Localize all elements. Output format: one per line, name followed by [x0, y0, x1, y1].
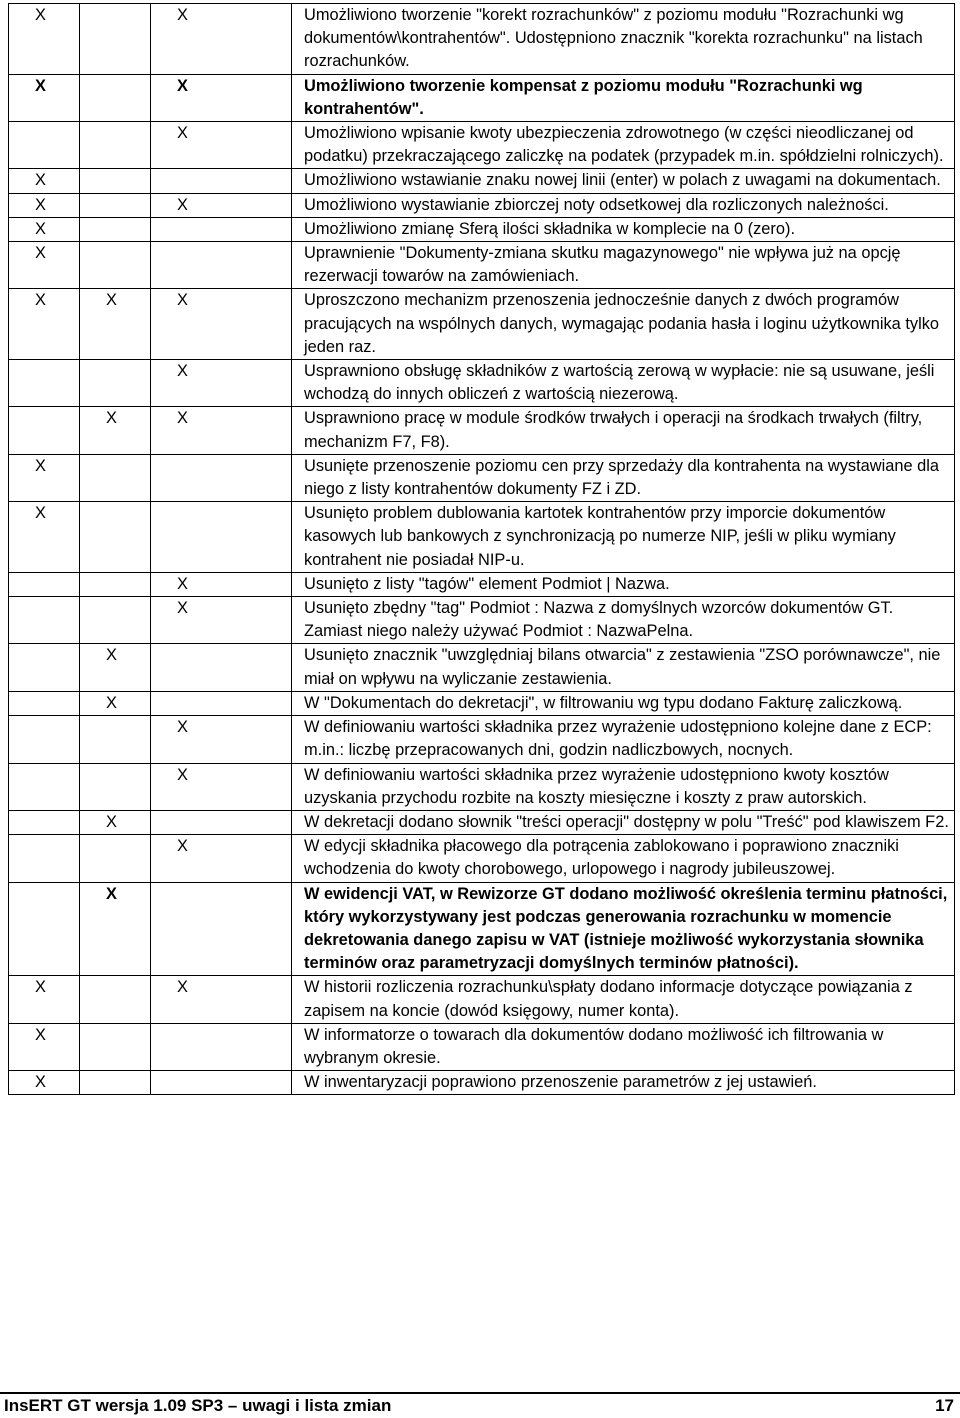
mark-cell-2: [80, 360, 151, 407]
mark-cell-2: X: [80, 882, 151, 976]
change-description: Umożliwiono wpisanie kwoty ubezpieczenia zdrowotnego (w części nieodliczanej od podatku) przekraczającego zaliczkę na podatek (przypadek m.in. spółdzielni rolniczych).: [292, 122, 955, 169]
table-row: [9, 217, 955, 241]
mark-cell-1: X: [9, 4, 80, 75]
change-description: Usunięte przenoszenie poziomu cen przy sprzedaży dla kontrahenta na wystawiane dla niego z listy kontrahentów dokumenty FZ i ZD.: [292, 454, 955, 501]
mark-cell-1: X: [9, 976, 80, 1023]
mark-cell-2: [80, 193, 151, 217]
mark-cell-1: X: [9, 193, 80, 217]
mark-cell-3: X: [151, 4, 292, 75]
mark-cell-3: X: [151, 407, 292, 454]
change-description: W definiowaniu wartości składnika przez wyrażenie udostępniono kolejne dane z ECP: m.in.: liczbę przepracowanych dni, godzin nadliczbowych, nocnych.: [292, 716, 955, 763]
change-description: Uprawnienie "Dokumenty-zmiana skutku magazynowego" nie wpływa już na opcję rezerwacji towarów na zamówieniach.: [292, 242, 955, 289]
change-description: W edycji składnika płacowego dla potrącenia zablokowano i poprawiono znaczniki wchodzenia do kwoty chorobowego, urlopowego i nagrody jubileuszowej.: [292, 835, 955, 882]
mark-cell-1: X: [9, 454, 80, 501]
mark-cell-2: [80, 572, 151, 596]
mark-cell-3: X: [151, 74, 292, 121]
change-description: Usunięto problem dublowania kartotek kontrahentów przy imporcie dokumentów kasowych lub bankowych z synchronizacją po numerze NIP, jeśli w pliku wymiany kontrahent nie posiadał NIP-u.: [292, 502, 955, 573]
mark-cell-2: [80, 597, 151, 644]
table-row: [9, 763, 955, 810]
table-row: [9, 572, 955, 596]
mark-cell-2: [80, 454, 151, 501]
mark-cell-3: X: [151, 193, 292, 217]
table-row: [9, 193, 955, 217]
table-row: [9, 644, 955, 691]
mark-cell-3: [151, 169, 292, 193]
mark-cell-2: [80, 716, 151, 763]
mark-cell-2: [80, 502, 151, 573]
mark-cell-2: [80, 169, 151, 193]
footer-divider: [0, 1392, 960, 1394]
mark-cell-3: X: [151, 360, 292, 407]
mark-cell-2: [80, 835, 151, 882]
mark-cell-3: [151, 691, 292, 715]
change-description: Umożliwiono wystawianie zbiorczej noty odsetkowej dla rozliczonych należności.: [292, 193, 955, 217]
changes-table: [8, 3, 955, 1095]
mark-cell-1: [9, 360, 80, 407]
mark-cell-1: [9, 835, 80, 882]
table-row: [9, 74, 955, 121]
mark-cell-3: X: [151, 763, 292, 810]
change-description: Umożliwiono tworzenie kompensat z poziomu modułu "Rozrachunki wg kontrahentów".: [292, 74, 955, 121]
footer-title: InsERT GT wersja 1.09 SP3 – uwagi i lista zmian: [4, 1396, 392, 1415]
table-row: [9, 169, 955, 193]
mark-cell-1: [9, 572, 80, 596]
table-row: [9, 835, 955, 882]
mark-cell-1: X: [9, 217, 80, 241]
change-description: Umożliwiono wstawianie znaku nowej linii (enter) w polach z uwagami na dokumentach.: [292, 169, 955, 193]
mark-cell-3: [151, 1071, 292, 1095]
mark-cell-1: X: [9, 1071, 80, 1095]
mark-cell-2: [80, 122, 151, 169]
table-row: [9, 242, 955, 289]
mark-cell-3: [151, 644, 292, 691]
mark-cell-2: X: [80, 691, 151, 715]
mark-cell-3: X: [151, 289, 292, 360]
mark-cell-2: [80, 976, 151, 1023]
table-row: [9, 1023, 955, 1070]
mark-cell-2: [80, 217, 151, 241]
table-row: [9, 407, 955, 454]
mark-cell-1: [9, 691, 80, 715]
change-description: Usunięto z listy "tagów" element Podmiot | Nazwa.: [292, 572, 955, 596]
mark-cell-1: [9, 882, 80, 976]
mark-cell-2: X: [80, 289, 151, 360]
mark-cell-2: [80, 763, 151, 810]
mark-cell-2: [80, 1071, 151, 1095]
mark-cell-1: [9, 716, 80, 763]
table-row: [9, 1071, 955, 1095]
table-row: [9, 289, 955, 360]
mark-cell-3: X: [151, 597, 292, 644]
table-row: [9, 976, 955, 1023]
mark-cell-1: X: [9, 169, 80, 193]
table-row: [9, 597, 955, 644]
change-description: W dekretacji dodano słownik "treści operacji" dostępny w polu "Treść" pod klawiszem F2.: [292, 810, 955, 834]
mark-cell-3: X: [151, 122, 292, 169]
mark-cell-1: X: [9, 502, 80, 573]
mark-cell-1: [9, 597, 80, 644]
mark-cell-3: X: [151, 716, 292, 763]
change-description: Usprawniono pracę w module środków trwałych i operacji na środkach trwałych (filtry, mechanizm F7, F8).: [292, 407, 955, 454]
mark-cell-2: X: [80, 810, 151, 834]
mark-cell-3: [151, 882, 292, 976]
change-description: W ewidencji VAT, w Rewizorze GT dodano możliwość określenia terminu płatności, który wykorzystywany jest podczas generowania rozrachunku w momencie dekretowania danego zapisu w VAT (istnieje możliwość wykorzystania słownika terminów oraz parametryzacji domyślnych terminów płatności).: [292, 882, 955, 976]
change-description: W inwentaryzacji poprawiono przenoszenie parametrów z jej ustawień.: [292, 1071, 955, 1095]
change-description: W historii rozliczenia rozrachunku\spłaty dodano informacje dotyczące powiązania z zapisem na koncie (dowód księgowy, numer konta).: [292, 976, 955, 1023]
table-row: [9, 454, 955, 501]
mark-cell-3: [151, 502, 292, 573]
mark-cell-1: [9, 763, 80, 810]
change-description: Usprawniono obsługę składników z wartością zerową w wypłacie: nie są usuwane, jeśli wchodzą do innych obliczeń z wartością niezerową.: [292, 360, 955, 407]
change-description: W "Dokumentach do dekretacji", w filtrowaniu wg typu dodano Fakturę zaliczkową.: [292, 691, 955, 715]
mark-cell-2: [80, 4, 151, 75]
table-row: [9, 716, 955, 763]
change-description: Umożliwiono tworzenie "korekt rozrachunków" z poziomu modułu "Rozrachunki wg dokumentów\kontrahentów". Udostępniono znacznik "korekta rozrachunku" na listach rozrachunków.: [292, 4, 955, 75]
table-row: [9, 882, 955, 976]
change-description: Umożliwiono zmianę Sferą ilości składnika w komplecie na 0 (zero).: [292, 217, 955, 241]
mark-cell-3: [151, 242, 292, 289]
mark-cell-3: [151, 810, 292, 834]
table-row: [9, 360, 955, 407]
mark-cell-1: [9, 644, 80, 691]
change-description: W definiowaniu wartości składnika przez wyrażenie udostępniono kwoty kosztów uzyskania przychodu rozbite na koszty miesięczne i koszty z praw autorskich.: [292, 763, 955, 810]
mark-cell-1: X: [9, 1023, 80, 1070]
mark-cell-1: [9, 122, 80, 169]
mark-cell-1: [9, 810, 80, 834]
changes-table-body: [9, 4, 955, 1095]
mark-cell-1: [9, 407, 80, 454]
mark-cell-2: X: [80, 644, 151, 691]
mark-cell-2: [80, 242, 151, 289]
mark-cell-1: X: [9, 289, 80, 360]
mark-cell-2: X: [80, 407, 151, 454]
change-description: Usunięto zbędny "tag" Podmiot : Nazwa z domyślnych wzorców dokumentów GT. Zamiast niego należy używać Podmiot : NazwaPelna.: [292, 597, 955, 644]
mark-cell-3: X: [151, 835, 292, 882]
change-description: Usunięto znacznik "uwzględniaj bilans otwarcia" z zestawienia "ZSO porównawcze", nie miał on wpływu na wyliczanie zestawienia.: [292, 644, 955, 691]
mark-cell-1: X: [9, 242, 80, 289]
change-description: Uproszczono mechanizm przenoszenia jednocześnie danych z dwóch programów pracujących na wspólnych danych, wymagając podania hasła i loginu użytkownika tylko jeden raz.: [292, 289, 955, 360]
mark-cell-2: [80, 1023, 151, 1070]
mark-cell-2: [80, 74, 151, 121]
mark-cell-3: [151, 1023, 292, 1070]
mark-cell-3: [151, 454, 292, 501]
table-row: [9, 502, 955, 573]
table-row: [9, 122, 955, 169]
table-row: [9, 4, 955, 75]
table-row: [9, 810, 955, 834]
mark-cell-3: [151, 217, 292, 241]
mark-cell-3: X: [151, 572, 292, 596]
page-number: 17: [935, 1396, 954, 1415]
change-description: W informatorze o towarach dla dokumentów dodano możliwość ich filtrowania w wybranym okresie.: [292, 1023, 955, 1070]
table-row: [9, 691, 955, 715]
mark-cell-1: X: [9, 74, 80, 121]
mark-cell-3: X: [151, 976, 292, 1023]
